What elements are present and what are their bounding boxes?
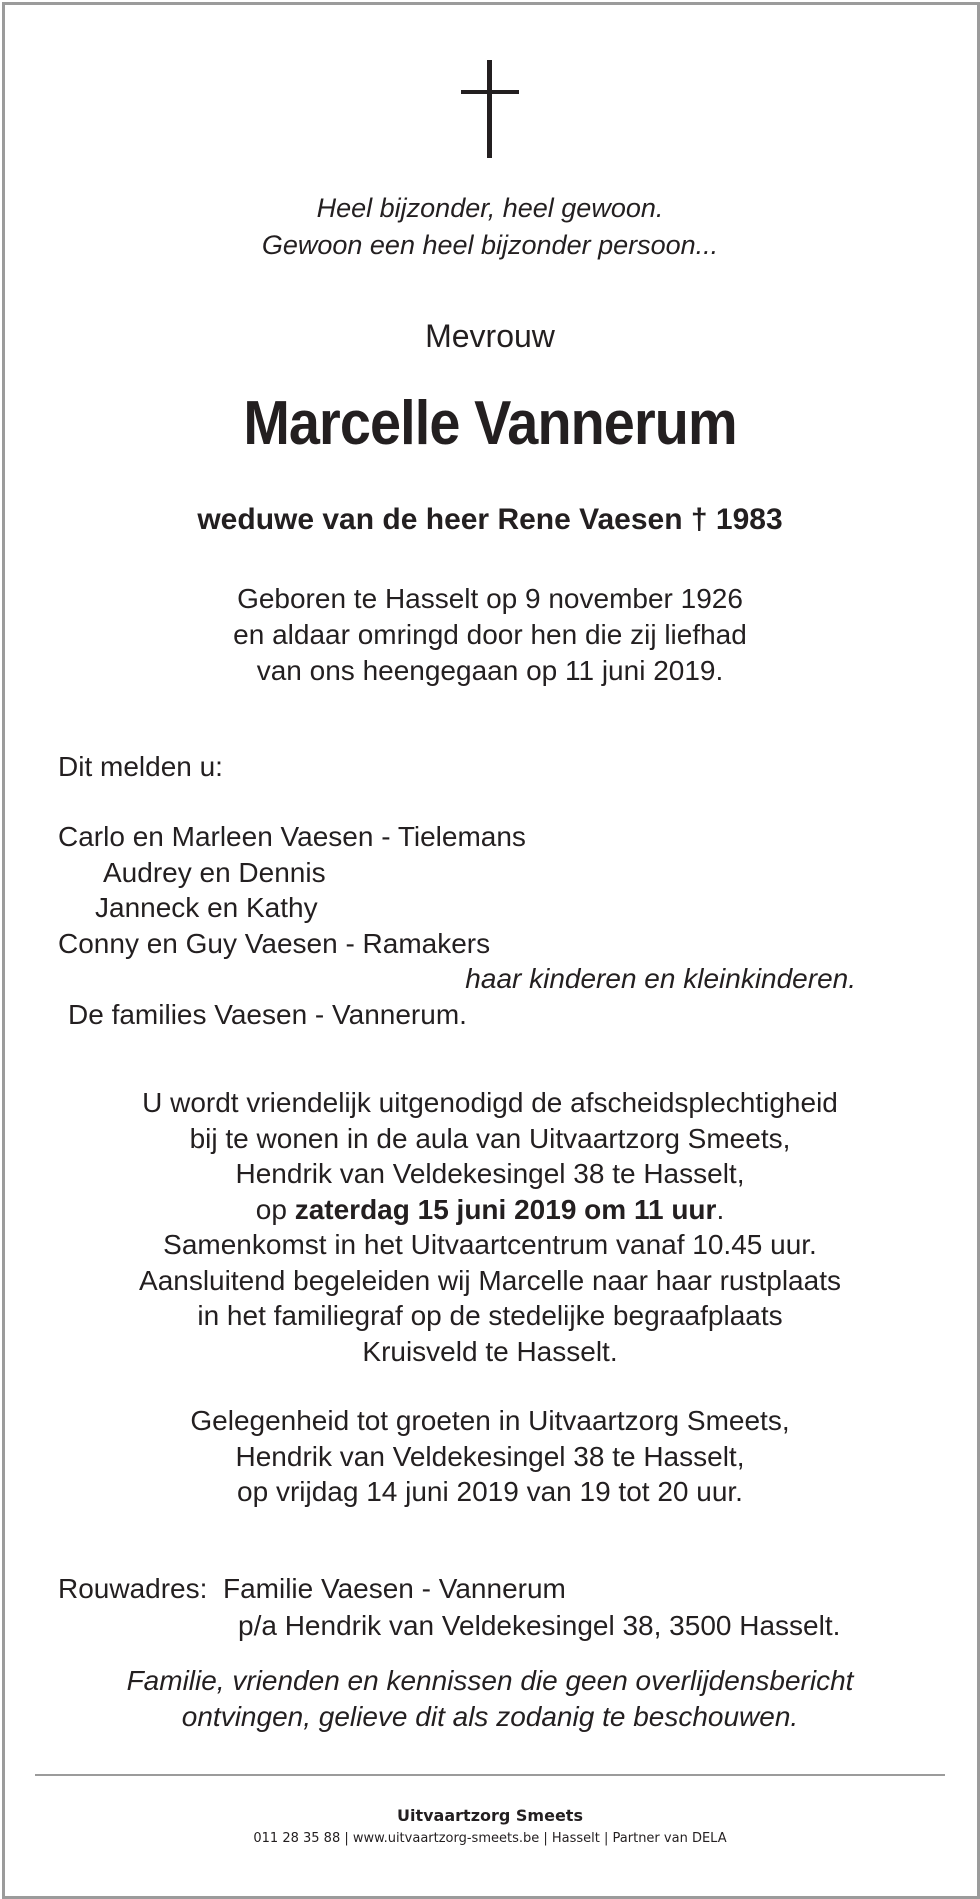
latin-cross-icon	[455, 60, 525, 160]
ceremony-datetime: zaterdag 15 juni 2019 om 11 uur	[294, 1193, 717, 1225]
motto-line: Gewoon een heel bijzonder persoon...	[261, 230, 719, 260]
family-member: De families Vaesen - Vannerum.	[68, 998, 467, 1030]
ceremony-prefix: op	[255, 1193, 295, 1225]
intro-text: Dit melden u:	[58, 751, 223, 782]
funeral-home-contact: 011 28 35 88 | www.uitvaartzorg-smeets.be | Hasselt | Partner van DELA	[253, 1831, 727, 1846]
birth-line: Geboren te Hasselt op 9 november 1926	[237, 583, 743, 614]
ceremony-datetime-line	[0, 1192, 980, 1228]
ceremony-line: in het familiegraf op de stedelijke begraafplaats	[197, 1300, 783, 1331]
family-member: Conny en Guy Vaesen - Ramakers	[58, 927, 491, 959]
ceremony-line: Aansluitend begeleiden wij Marcelle naar haar rustplaats	[139, 1264, 841, 1296]
address-family: Familie Vaesen - Vannerum	[222, 1573, 566, 1604]
ceremony-details	[0, 1085, 980, 1369]
notice	[0, 1663, 980, 1735]
address-street: p/a Hendrik van Veldekesingel 38, 3500 Hasselt.	[238, 1610, 841, 1641]
ceremony-line: U wordt vriendelijk uitgenodigd de afscheidsplechtigheid	[142, 1087, 838, 1118]
spouse-line: weduwe van de heer Rene Vaesen † 1983	[197, 503, 783, 536]
ceremony-line: Kruisveld te Hasselt.	[362, 1335, 618, 1367]
notice-line: ontvingen, gelieve dit als zodanig te beschouwen.	[181, 1701, 799, 1732]
family-list	[58, 819, 856, 1032]
address-line	[58, 1570, 840, 1607]
visitation-details	[0, 1403, 980, 1510]
ceremony-suffix: .	[716, 1193, 725, 1225]
family-member: Janneck en Kathy	[95, 892, 318, 923]
deceased-name: Marcelle Vannerum	[243, 389, 737, 458]
family-member: Carlo en Marleen Vaesen - Tielemans	[58, 821, 526, 852]
address-label: Rouwadres:	[58, 1573, 208, 1604]
ceremony-line: bij te wonen in de aula van Uitvaartzorg Smeets,	[189, 1122, 791, 1154]
death-line: van ons heengegaan op 11 juni 2019.	[256, 655, 724, 686]
residence-line: en aldaar omringd door hen die zij liefhad	[233, 619, 747, 650]
notice-line: Familie, vrienden en kennissen die geen overlijdensbericht	[126, 1665, 854, 1696]
footer-divider	[35, 1774, 945, 1776]
motto-line: Heel bijzonder, heel gewoon.	[316, 193, 664, 223]
visitation-line: Gelegenheid tot groeten in Uitvaartzorg Smeets,	[190, 1405, 790, 1436]
mourning-address	[58, 1570, 840, 1644]
family-signature: haar kinderen en kleinkinderen.	[465, 963, 856, 994]
ceremony-line: Hendrik van Veldekesingel 38 te Hasselt,	[235, 1158, 745, 1189]
motto	[0, 190, 980, 264]
family-member: Audrey en Dennis	[103, 856, 326, 888]
ceremony-line: Samenkomst in het Uitvaartcentrum vanaf 10.45 uur.	[163, 1229, 817, 1260]
salutation: Mevrouw	[425, 318, 555, 354]
funeral-home-name: Uitvaartzorg Smeets	[397, 1806, 583, 1825]
birth-death-details	[0, 581, 980, 689]
visitation-line: Hendrik van Veldekesingel 38 te Hasselt,	[235, 1440, 745, 1472]
visitation-line: op vrijdag 14 juni 2019 van 19 tot 20 uur.	[237, 1476, 743, 1507]
